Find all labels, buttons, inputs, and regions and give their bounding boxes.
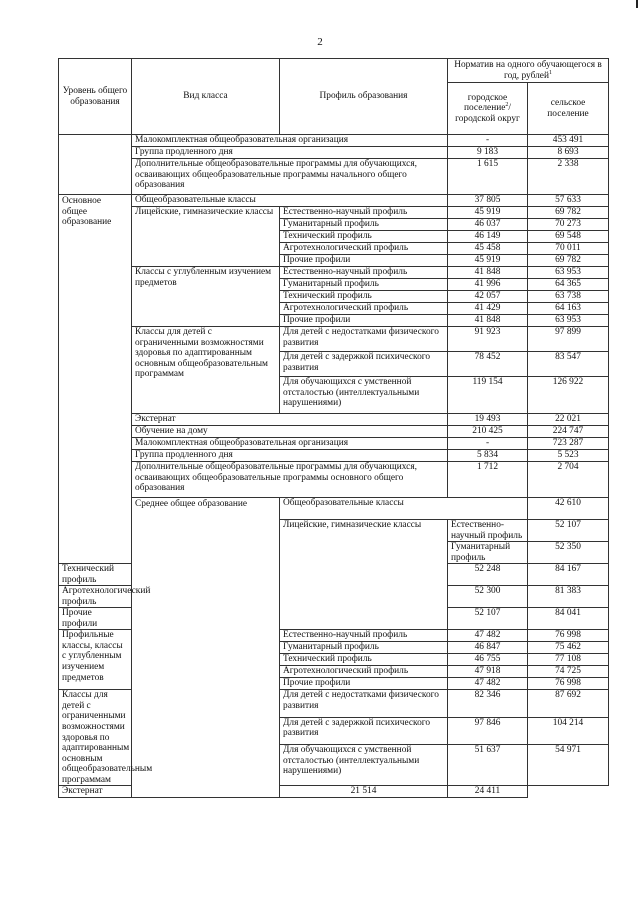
value-rural: 63 953 <box>528 315 609 327</box>
row-label: Группа продленного дня <box>132 450 448 462</box>
value-urban: 46 149 <box>448 231 528 243</box>
header-row <box>59 59 609 83</box>
table-row <box>59 438 609 450</box>
value-urban: 47 482 <box>448 630 528 642</box>
header-level: Уровень общего образования <box>59 59 132 135</box>
value-urban: 46 755 <box>448 654 528 666</box>
scan-edge-mark <box>636 0 638 8</box>
table-row <box>59 267 609 279</box>
value-rural: 57 633 <box>528 195 609 207</box>
profile-cell: Естественно-научный профиль <box>280 267 448 279</box>
profile-cell: Прочие профили <box>280 678 448 690</box>
value-rural: 70 011 <box>528 243 609 255</box>
value-rural: 97 899 <box>528 327 609 352</box>
table-row <box>59 327 609 352</box>
value-urban: 41 848 <box>448 315 528 327</box>
value-rural: 64 365 <box>528 279 609 291</box>
value-rural: 76 998 <box>528 678 609 690</box>
header-urban-text: городское поселение <box>463 92 508 114</box>
value-rural: 69 782 <box>528 207 609 219</box>
value-urban: 97 846 <box>448 717 528 745</box>
table-row <box>59 786 609 798</box>
value-urban: 37 805 <box>448 195 528 207</box>
value-urban: 19 493 <box>448 414 528 426</box>
value-rural: 69 782 <box>528 255 609 267</box>
value-urban: 5 834 <box>448 450 528 462</box>
header-norm-text: Норматив на одного обучающегося в год, рублей <box>454 59 602 81</box>
value-rural: 224 747 <box>528 426 609 438</box>
row-label: Дополнительные общеобразовательные программы для обучающихся, осваивающих общеобразовательные программы основного общего образования <box>132 462 448 498</box>
profile-cell: Технический профиль <box>280 654 448 666</box>
level-primary-cont <box>59 135 132 195</box>
header-urban-footnote: 2 <box>505 102 509 109</box>
value-rural: 2 704 <box>528 462 609 498</box>
table-row <box>59 147 609 159</box>
profile-cell: Для детей с задержкой психического развития <box>280 717 448 745</box>
header-urban-tail: / городской округ <box>455 103 520 124</box>
profile-cell: Естественно-научный профиль <box>280 207 448 219</box>
value-urban: 45 919 <box>448 255 528 267</box>
value-urban: 42 057 <box>448 291 528 303</box>
value-rural: 81 383 <box>528 586 609 608</box>
row-label: Обучение на дому <box>132 426 448 438</box>
row-label: Общеобразовательные классы <box>280 498 528 520</box>
value-rural: 723 287 <box>528 438 609 450</box>
value-urban: 1 615 <box>448 159 528 195</box>
table-row <box>59 159 609 195</box>
table-row <box>59 450 609 462</box>
value-rural: 126 922 <box>528 377 609 414</box>
table-row <box>59 462 609 498</box>
profile-cell: Прочие профили <box>59 608 132 630</box>
table-row <box>59 207 609 219</box>
row-label: Дополнительные общеобразовательные программы для обучающихся, осваивающих общеобразовательные программы начального общего образования <box>132 159 448 195</box>
value-urban: 52 107 <box>528 520 609 542</box>
profile-cell: Агротехнологический профиль <box>280 303 448 315</box>
class-type-lyceum: Лицейские, гимназические классы <box>280 520 448 630</box>
value-rural: 453 491 <box>528 135 609 147</box>
value-rural: 69 548 <box>528 231 609 243</box>
value-urban: 210 425 <box>448 426 528 438</box>
row-label: Малокомплектная общеобразовательная организация <box>132 438 448 450</box>
value-urban: - <box>448 135 528 147</box>
value-rural: 63 953 <box>528 267 609 279</box>
class-type-special: Классы для детей с ограниченными возможностями здоровья по адаптированным основным общеобразовательным программам <box>59 690 132 786</box>
profile-cell: Гуманитарный профиль <box>280 279 448 291</box>
table-row <box>59 498 609 520</box>
value-urban: 47 918 <box>448 666 528 678</box>
profile-cell: Естественно-научный профиль <box>448 520 528 542</box>
value-rural: 87 692 <box>528 690 609 718</box>
profile-cell: Для детей с задержкой психического развития <box>280 352 448 377</box>
table-row <box>59 135 609 147</box>
profile-cell: Прочие профили <box>280 255 448 267</box>
value-rural: 5 523 <box>528 450 609 462</box>
table-row <box>59 195 609 207</box>
value-urban: 119 154 <box>448 377 528 414</box>
profile-cell: Технический профиль <box>280 231 448 243</box>
page-number: 2 <box>317 36 323 48</box>
value-urban: 78 452 <box>448 352 528 377</box>
header-rural: сельское поселение <box>528 83 609 135</box>
profile-cell: Агротехнологический профиль <box>280 666 448 678</box>
profile-cell: Агротехнологический профиль <box>280 243 448 255</box>
header-class-type: Вид класса <box>132 59 280 135</box>
header-norm-footnote: 1 <box>549 69 552 76</box>
profile-cell: Технический профиль <box>280 291 448 303</box>
table-row <box>59 414 609 426</box>
level-secondary: Среднее общее образование <box>132 498 280 798</box>
row-label: Группа продленного дня <box>132 147 448 159</box>
value-urban: 42 610 <box>528 498 609 520</box>
profile-cell: Естественно-научный профиль <box>280 630 448 642</box>
value-urban: 52 300 <box>448 586 528 608</box>
value-rural: 63 738 <box>528 291 609 303</box>
row-label: Общеобразовательные классы <box>132 195 448 207</box>
value-rural: 24 411 <box>448 786 528 798</box>
value-urban: 52 248 <box>448 564 528 586</box>
value-urban: 41 848 <box>448 267 528 279</box>
header-norm <box>448 59 609 83</box>
profile-cell: Для обучающихся с умственной отсталостью (интеллектуальными нарушениями) <box>280 745 448 786</box>
profile-cell: Для детей с недостатками физического развития <box>280 327 448 352</box>
header-profile: Профиль образования <box>280 59 448 135</box>
value-urban: 41 996 <box>448 279 528 291</box>
value-rural: 76 998 <box>528 630 609 642</box>
profile-cell: Для детей с недостатками физического развития <box>280 690 448 718</box>
class-type-advanced: Классы с углубленным изучением предметов <box>132 267 280 327</box>
value-urban: 91 923 <box>448 327 528 352</box>
value-rural: 75 462 <box>528 642 609 654</box>
row-label: Экстернат <box>132 414 448 426</box>
value-rural: 84 167 <box>528 564 609 586</box>
profile-cell: Гуманитарный профиль <box>448 542 528 564</box>
value-urban: 21 514 <box>280 786 448 798</box>
value-urban: 9 183 <box>448 147 528 159</box>
value-urban: 51 637 <box>448 745 528 786</box>
profile-cell: Гуманитарный профиль <box>280 642 448 654</box>
profile-cell: Агротехнологический профиль <box>59 586 132 608</box>
value-rural: 104 214 <box>528 717 609 745</box>
profile-cell: Прочие профили <box>280 315 448 327</box>
value-rural: 74 725 <box>528 666 609 678</box>
level-basic: Основное общее образование <box>59 195 132 564</box>
value-urban: 52 107 <box>448 608 528 630</box>
profile-cell: Гуманитарный профиль <box>280 219 448 231</box>
value-rural: 70 273 <box>528 219 609 231</box>
value-rural: 77 108 <box>528 654 609 666</box>
header-urban <box>448 83 528 135</box>
value-urban: 46 847 <box>448 642 528 654</box>
profile-cell: Для обучающихся с умственной отсталостью (интеллектуальными нарушениями) <box>280 377 448 414</box>
value-rural: 64 163 <box>528 303 609 315</box>
row-label: Экстернат <box>59 786 280 798</box>
value-urban: - <box>448 438 528 450</box>
class-type-lyceum: Лицейские, гимназические классы <box>132 207 280 267</box>
value-urban: 82 346 <box>448 690 528 718</box>
profile-cell: Технический профиль <box>59 564 132 586</box>
value-rural: 83 547 <box>528 352 609 377</box>
class-type-special: Классы для детей с ограниченными возможностями здоровья по адаптированным основным общеобразовательным программам <box>132 327 280 414</box>
value-rural: 54 971 <box>528 745 609 786</box>
value-urban: 1 712 <box>448 462 528 498</box>
value-rural: 22 021 <box>528 414 609 426</box>
value-rural: 8 693 <box>528 147 609 159</box>
value-rural: 84 041 <box>528 608 609 630</box>
value-urban: 52 350 <box>528 542 609 564</box>
normatives-table <box>58 58 609 798</box>
value-urban: 45 458 <box>448 243 528 255</box>
value-rural: 2 338 <box>528 159 609 195</box>
value-urban: 45 919 <box>448 207 528 219</box>
row-label: Малокомплектная общеобразовательная организация <box>132 135 448 147</box>
value-urban: 41 429 <box>448 303 528 315</box>
value-urban: 47 482 <box>448 678 528 690</box>
table-row <box>59 426 609 438</box>
value-urban: 46 037 <box>448 219 528 231</box>
class-type-profile: Профильные классы, классы с углубленным изучением предметов <box>59 630 132 690</box>
